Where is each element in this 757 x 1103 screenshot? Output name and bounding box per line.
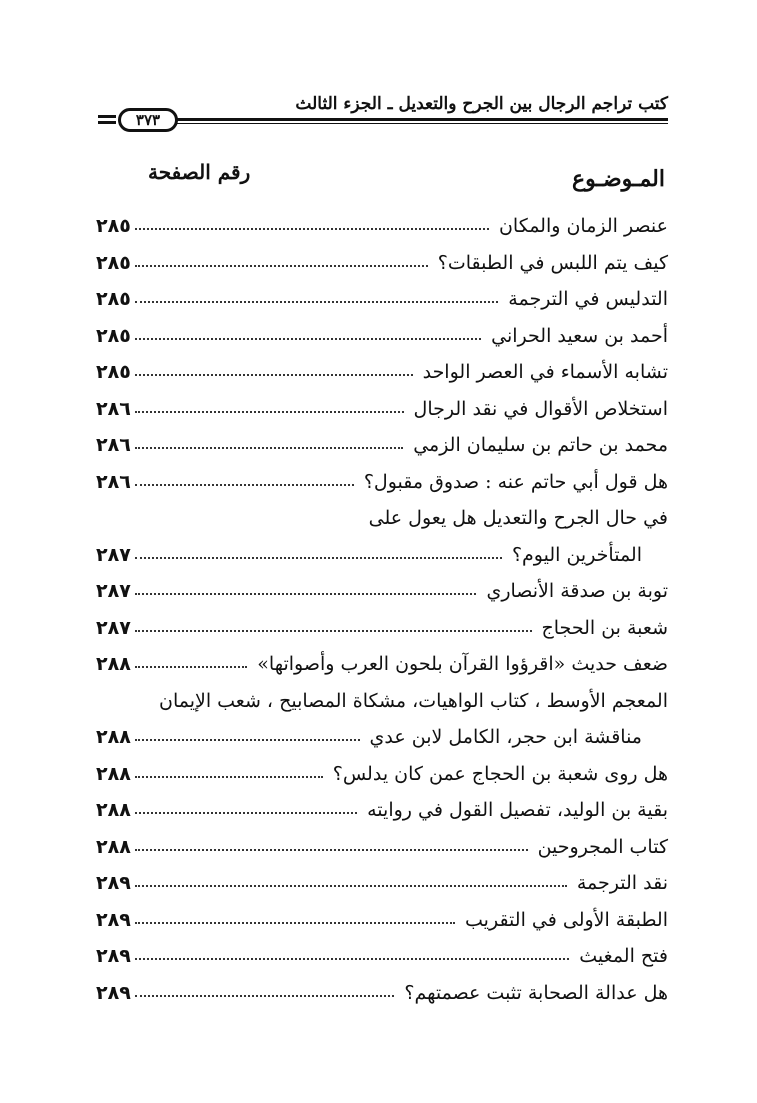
toc-entry (96, 394, 668, 431)
dot-leader (135, 958, 569, 960)
toc-entry-title: عنصر الزمان والمكان (498, 215, 668, 237)
header-rule (176, 118, 668, 121)
running-header-title: كتب تراجم الرجال بين الجرح والتعديل ـ الجزء الثالث (295, 94, 668, 114)
toc-entry-page: ٢٨٥ (96, 215, 131, 237)
toc-entry (96, 284, 668, 321)
dot-leader (135, 885, 567, 887)
toc-entry (96, 430, 668, 467)
dot-leader (135, 776, 323, 778)
toc-entry-page: ٢٨٩ (96, 908, 131, 931)
page-number: ٣٧٣ (118, 108, 178, 132)
dot-leader (135, 812, 357, 814)
toc-entry (96, 795, 668, 832)
dot-leader (135, 995, 395, 997)
dot-leader (135, 374, 413, 376)
dot-leader (135, 849, 528, 851)
column-heading-topic: المـوضـوع (572, 166, 665, 192)
dot-leader (135, 228, 489, 230)
header-rule-thin (176, 123, 668, 124)
toc-entry (96, 357, 668, 394)
toc-entry-page: ٢٨٧ (96, 580, 131, 602)
toc-entry-title: تشابه الأسماء في العصر الواحد (422, 361, 668, 383)
toc-entry-title: استخلاص الأقوال في نقد الرجال (413, 397, 668, 420)
toc-entry-title: توبة بن صدقة الأنصاري (486, 580, 668, 602)
toc-entry-page: ٢٨٩ (96, 872, 131, 894)
toc-entry-page: ٢٨٩ (96, 981, 131, 1004)
toc-entry-page: ٢٨٦ (96, 434, 131, 456)
toc-entry-title: هل قول أبي حاتم عنه : صدوق مقبول؟ (363, 470, 668, 493)
toc-entry (96, 211, 668, 248)
toc-entry-title: بقية بن الوليد، تفصيل القول في روايته (367, 799, 668, 821)
toc-entry (96, 613, 668, 650)
toc-entry-title: نقد الترجمة (576, 872, 668, 894)
toc-entry-page: ٢٨٧ (96, 543, 131, 566)
toc-entry (96, 467, 668, 504)
column-heading-page: رقم الصفحة (148, 160, 251, 184)
toc-entry (96, 868, 668, 905)
toc-entry (96, 722, 668, 759)
dot-leader (135, 666, 247, 668)
toc-entry-title: التدليس في الترجمة (508, 288, 668, 310)
dot-leader (135, 630, 532, 632)
toc-entry (96, 978, 668, 1015)
toc-entry-page: ٢٨٩ (96, 945, 131, 967)
toc-entry-page: ٢٨٨ (96, 653, 131, 675)
toc-entry (96, 905, 668, 942)
toc-entry-title: هل عدالة الصحابة تثبت عصمتهم؟ (404, 981, 668, 1004)
toc-entry-title: ضعف حديث «اقرؤوا القرآن بلحون العرب وأصواتها» (257, 653, 668, 675)
toc-entry-title: المعجم الأوسط ، كتاب الواهيات، مشكاة المصابيح ، شعب الإيمان (158, 689, 668, 712)
toc-entry (96, 832, 668, 869)
ornament-dash (98, 115, 116, 118)
toc-entry-page: ٢٨٥ (96, 361, 131, 383)
dot-leader (135, 411, 404, 413)
toc-entry-title: كيف يتم اللبس في الطبقات؟ (437, 251, 668, 274)
dot-leader (135, 301, 498, 303)
toc-entry-title: محمد بن حاتم بن سليمان الزمي (413, 434, 668, 456)
dot-leader (135, 739, 360, 741)
toc-entry (96, 576, 668, 613)
dot-leader (135, 265, 428, 267)
toc-entry (96, 649, 668, 686)
dot-leader (135, 922, 455, 924)
toc-entry-title: في حال الجرح والتعديل هل يعول على (368, 507, 668, 529)
toc-entry-page: ٢٨٨ (96, 835, 131, 858)
toc-entry-title: المتأخرين اليوم؟ (511, 543, 642, 566)
dot-leader (135, 447, 403, 449)
toc-entry (96, 686, 668, 723)
toc-entry-title: مناقشة ابن حجر، الكامل لابن عدي (369, 726, 642, 748)
toc-entry-title: كتاب المجروحين (537, 835, 668, 858)
ornament-dash (98, 121, 116, 124)
toc-entry-title: فتح المغيث (579, 945, 668, 967)
dot-leader (135, 338, 481, 340)
toc-entry (96, 941, 668, 978)
toc-entry-page: ٢٨٨ (96, 762, 131, 785)
toc-entry-title: هل روى شعبة بن الحجاج عمن كان يدلس؟ (332, 762, 668, 785)
toc-entry-page: ٢٨٦ (96, 470, 131, 493)
toc-entry-page: ٢٨٥ (96, 288, 131, 310)
table-of-contents (96, 211, 668, 1014)
toc-entry-page: ٢٨٥ (96, 324, 131, 347)
toc-entry-page: ٢٨٥ (96, 251, 131, 274)
toc-entry-title: الطبقة الأولى في التقريب (465, 908, 668, 931)
toc-entry (96, 540, 668, 577)
toc-entry-title: شعبة بن الحجاج (541, 616, 668, 639)
dot-leader (135, 593, 477, 595)
toc-entry-page: ٢٨٦ (96, 397, 131, 420)
toc-entry-page: ٢٨٨ (96, 799, 131, 821)
dot-leader (135, 484, 354, 486)
toc-entry (96, 321, 668, 358)
toc-entry-title: أحمد بن سعيد الحراني (491, 324, 668, 347)
toc-entry (96, 248, 668, 285)
toc-entry-page: ٢٨٨ (96, 726, 131, 748)
running-header (96, 88, 668, 132)
toc-entry (96, 759, 668, 796)
dot-leader (135, 557, 502, 559)
toc-entry (96, 503, 668, 540)
toc-entry-page: ٢٨٧ (96, 616, 131, 639)
